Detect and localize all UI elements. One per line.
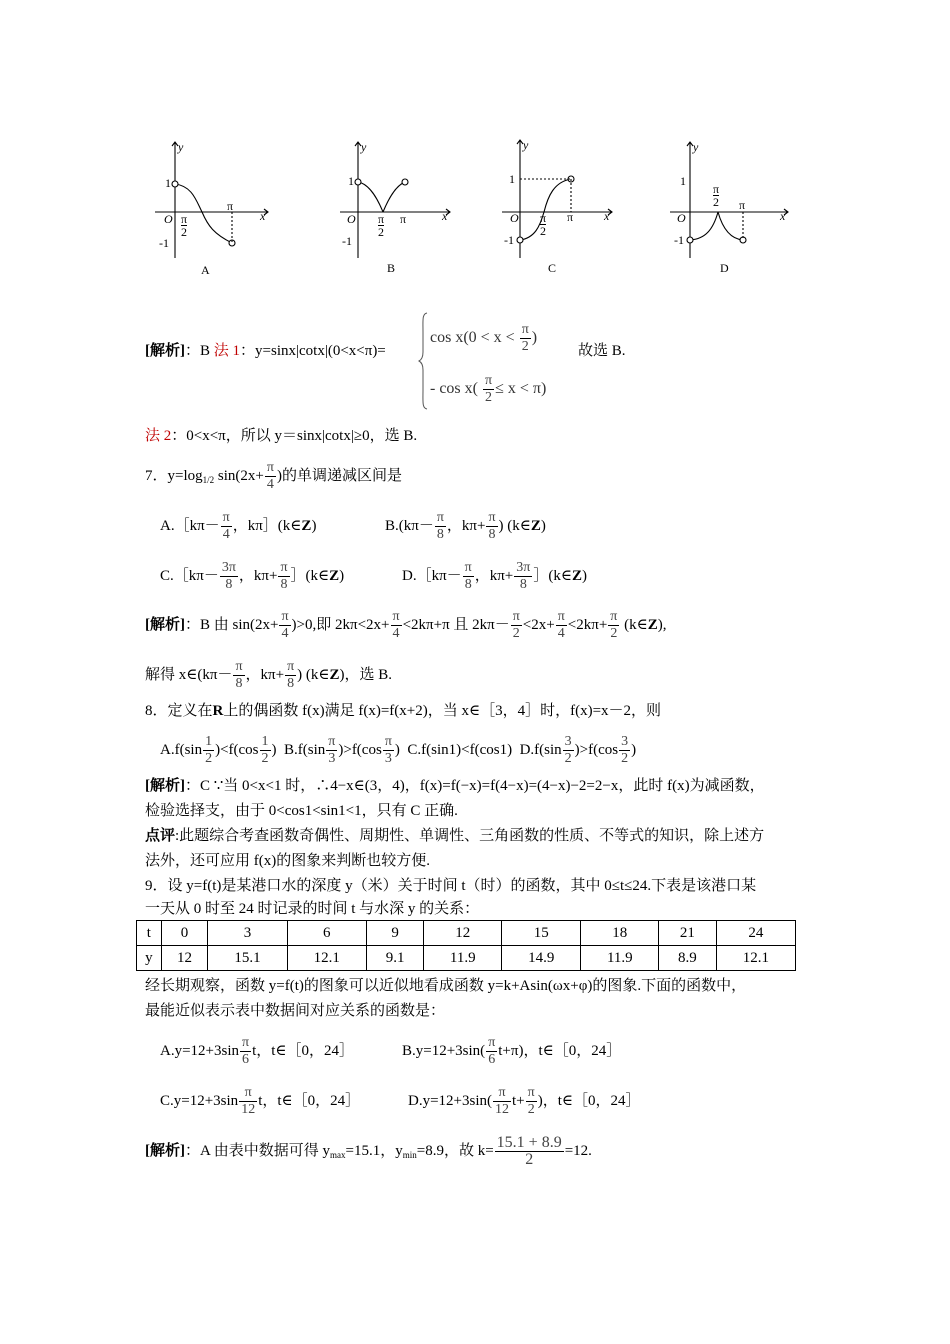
q7-ans-frac5 [608, 609, 619, 642]
q9-d-num1: π [493, 1085, 511, 1102]
q8-b-den1: 3 [328, 751, 336, 766]
q7-ans-den2: 4 [392, 626, 400, 641]
graph-d-negone: -1 [674, 233, 684, 247]
graph-b-y: y [361, 140, 367, 154]
table-cell: 15 [502, 921, 581, 946]
q7-d-3: ］(k∈ [533, 567, 572, 584]
q7-ans-frac2 [391, 609, 402, 642]
q7-option-b [385, 510, 546, 543]
q7-c-4: ) [339, 567, 345, 584]
q6-method2: 法 2 [145, 428, 172, 444]
q7-sol-frac2 [285, 659, 296, 692]
q9-b-1: B.y=12+3sin( [402, 1042, 486, 1059]
q7-ans-frac1 [279, 609, 290, 642]
q7-ans-num3: π [512, 609, 520, 624]
q8-jiexi: [解析] [145, 778, 185, 794]
table-cell: 0 [161, 921, 208, 946]
q8-solution-line2: 检验选择支，由于 0<cos1<sin1<1，只有 C 正确. [145, 803, 458, 819]
table-cell: 12 [161, 946, 208, 971]
table-cell: 8.9 [659, 946, 716, 971]
q7-jiexi: [解析] [145, 616, 185, 633]
q7-ans-7: ), [657, 616, 667, 633]
q7-a-3: ) [311, 517, 317, 534]
q7-ans-4: <2x+ [522, 616, 555, 633]
q7-b-1: B.(kπ－ [385, 517, 434, 534]
q8-a-1: A.f(sin [160, 741, 203, 758]
q7-b-frac2 [486, 510, 497, 543]
q7-ans-den5: 2 [610, 626, 618, 641]
q6-conclude: 故选 B. [578, 343, 626, 359]
q9-ans-min: min [402, 1149, 417, 1160]
q7-a-frac [221, 510, 232, 543]
graph-c-y: y [523, 138, 529, 152]
table-cell: 12.1 [716, 946, 795, 971]
q8-d-1: D.f(sin [519, 741, 562, 758]
graph-c-label: C [548, 261, 557, 275]
graph-b [340, 142, 450, 258]
q8-comment-line2: 法外，还可应用 f(x)的图象来判断也较方便. [145, 853, 430, 869]
q8-b-num2: π [384, 734, 392, 749]
q7-ans-2: )>0,即 2kπ<2x+ [291, 616, 390, 633]
graph-a-label: A [201, 263, 210, 277]
table-cell: 21 [659, 921, 716, 946]
q6-case2-den: 2 [485, 390, 493, 405]
q9-b-frac [486, 1035, 497, 1068]
q9-c-den: 12 [241, 1102, 256, 1117]
q6-case1-end: ) [531, 329, 538, 347]
q7-ans-num5: π [610, 609, 618, 624]
q8-d-2: )>f(cos [574, 741, 619, 758]
q8-b-2: )>f(cos [338, 741, 382, 758]
q6-method2-line [145, 425, 417, 447]
q9-jiexi: [解析] [145, 1142, 185, 1159]
table-cell: 24 [716, 921, 795, 946]
graph-c-x: x [604, 209, 610, 223]
q6-case1 [430, 322, 537, 355]
q7-sol-z: Z [329, 666, 340, 683]
q7-stem [145, 460, 402, 493]
q8-ans-1: ：C ∵当 0<x<1 时，∴4−x∈(3，4)，f(x)=f(−x)=f(4−x)=(4−x)−2=2−x，此时 f(x)为减函数， [185, 778, 765, 794]
graph-a-one: 1 [165, 176, 171, 190]
q6-answer: ：B [185, 343, 211, 359]
q7-d-1: D.［kπ－ [402, 567, 462, 584]
q9-option-a [160, 1035, 354, 1068]
graph-d-one: 1 [680, 174, 686, 188]
q9-after-line2: 最能近似表示表中数据间对应关系的函数是： [145, 1003, 446, 1019]
q8-d-den1: 2 [564, 751, 572, 766]
q8-d-den2: 2 [621, 751, 629, 766]
q7-c-2: ，kπ+ [238, 567, 278, 584]
q6-brace [418, 312, 428, 410]
graph-c-pi: π [567, 210, 574, 224]
q8-c: C.f(sin1)<f(cos1) [407, 741, 513, 758]
graph-a-half-num: π [181, 212, 188, 226]
table-cell: 15.1 [208, 946, 287, 971]
q9-d-frac2 [526, 1085, 537, 1118]
q7-ans-frac3 [511, 609, 522, 642]
graph-b-pi: π [400, 212, 407, 226]
q7-d-frac1 [463, 560, 474, 593]
q7-a-num: π [222, 510, 230, 525]
graph-b-half-den: 2 [378, 225, 385, 239]
q9-solution-line [145, 1135, 592, 1168]
q6-solution-line [145, 340, 386, 362]
q9-d-3: )，t∈［0，24］ [537, 1092, 641, 1109]
q9-ans-2: =15.1，y [345, 1142, 403, 1159]
q8-a-frac2 [260, 734, 271, 767]
q7-a-den: 4 [222, 527, 230, 542]
q9-c-num: π [239, 1085, 257, 1102]
q7-b-den2: 8 [488, 527, 496, 542]
q7-ans-den1: 4 [281, 626, 289, 641]
table-row-y [137, 946, 796, 971]
q7-solution-line1 [145, 609, 667, 642]
q9-ans-4: =12. [564, 1142, 592, 1159]
q8-options [160, 734, 636, 767]
graph-a [155, 142, 268, 258]
q8-solution-line1 [145, 775, 765, 797]
q7-ans-1: ：B 由 sin(2x+ [185, 616, 279, 633]
q7-sol-den2: 8 [287, 676, 295, 691]
q7-c-1: C.［kπ－ [160, 567, 219, 584]
q8-d-num1: 3 [564, 734, 572, 749]
q8-stem-r: R [212, 703, 224, 719]
q8-a-num2: 1 [261, 734, 269, 749]
q7-sol-frac1 [233, 659, 244, 692]
q7-ans-3: <2kπ+π 且 2kπ－ [402, 616, 510, 633]
q9-d-frac1 [493, 1085, 511, 1118]
q8-b-3: ) [394, 741, 400, 758]
q7-option-a [160, 510, 316, 543]
q9-ans-max: max [330, 1149, 346, 1160]
table-cell: 14.9 [502, 946, 581, 971]
q7-c-den1: 8 [225, 577, 233, 592]
q7-d-num2: 3π [516, 560, 531, 575]
q6-method1: 法 1 [213, 343, 241, 359]
q7-d-den2: 8 [519, 577, 527, 592]
table-cell: 9.1 [366, 946, 423, 971]
graph-d-pi: π [739, 198, 746, 212]
q6-case2-num: π [484, 373, 493, 388]
q8-d-frac1 [563, 734, 574, 767]
q9-ans-num: 15.1 + 8.9 [496, 1134, 562, 1151]
table-cell: 11.9 [424, 946, 502, 971]
q8-a-den2: 2 [261, 751, 269, 766]
q8-stem-1: 8．定义在 [145, 703, 213, 719]
q7-stem-frac [265, 460, 276, 493]
q6-m2-text: ：0<x<π，所以 y＝sinx|cotx|≥0，选 B. [171, 428, 418, 444]
graph-b-half [378, 213, 384, 238]
graph-b-label: B [387, 261, 396, 275]
table-cell: 11.9 [581, 946, 659, 971]
q6-case1-den: 2 [521, 339, 529, 354]
q7-c-num2: π [280, 560, 288, 575]
q7-d-2: ，kπ+ [474, 567, 514, 584]
q8-b-num1: π [328, 734, 336, 749]
q7-ans-den3: 2 [512, 626, 520, 641]
q7-d-frac2 [514, 560, 532, 593]
q9-a-num: π [242, 1035, 250, 1050]
q7-a-z: Z [301, 517, 312, 534]
q7-stem-1: 7．y=log [145, 467, 203, 484]
graph-c-half-num: π [540, 211, 547, 225]
table-cell: t [137, 921, 162, 946]
q6-case1-num: π [521, 322, 529, 337]
graph-b-x: x [442, 209, 448, 223]
q7-b-2: ，kπ+ [446, 517, 486, 534]
q7-stem-3: )的单调递减区间是 [276, 467, 402, 484]
q7-solution-line2 [145, 659, 392, 692]
q7-option-d [402, 560, 587, 593]
graph-d-x: x [780, 209, 786, 223]
graph-b-one: 1 [348, 174, 354, 188]
q7-ans-5: <2kπ+ [567, 616, 608, 633]
graph-a-y: y [178, 140, 184, 154]
q9-ans-den: 2 [525, 1151, 534, 1168]
q7-b-num1: π [436, 510, 444, 525]
depth-table [136, 920, 796, 971]
q7-b-4: ) [540, 517, 546, 534]
q7-sol-1: 解得 x∈(kπ－ [145, 666, 233, 683]
q9-ans-3: =8.9，故 k= [416, 1142, 494, 1159]
table-cell: 3 [208, 921, 287, 946]
q9-stem-line2: 一天从 0 时至 24 时记录的时间 t 与水深 y 的关系： [145, 901, 480, 917]
q7-ans-6: (k∈ [624, 616, 648, 633]
q7-b-den1: 8 [436, 527, 444, 542]
q8-comment-line1 [145, 825, 764, 847]
q6-case2 [430, 373, 546, 406]
q7-ans-frac4 [556, 609, 567, 642]
q7-ans-z: Z [647, 616, 658, 633]
q7-d-4: ) [581, 567, 587, 584]
q7-a-1: A.［kπ－ [160, 517, 220, 534]
table-cell: y [137, 946, 162, 971]
q8-d-num2: 3 [621, 734, 629, 749]
q8-d-frac2 [619, 734, 630, 767]
graph-a-x: x [260, 209, 266, 223]
q9-option-c [160, 1085, 360, 1118]
q8-dianping: 点评 [145, 828, 176, 844]
q8-b-1: B.f(sin [284, 741, 326, 758]
q8-a-2: )<f(cos [215, 741, 259, 758]
table-cell: 9 [366, 921, 423, 946]
table-cell: 12 [424, 921, 502, 946]
q7-sol-2: ，kπ+ [245, 666, 285, 683]
graph-d-origin: O [677, 211, 686, 225]
q7-c-frac2 [278, 560, 289, 593]
q7-ans-den4: 4 [557, 626, 565, 641]
q8-a-den1: 2 [205, 751, 213, 766]
q8-b-den2: 3 [384, 751, 392, 766]
q6-jiexi: [解析] [145, 343, 185, 359]
q8-b-frac1 [326, 734, 337, 767]
table-cell: 18 [581, 921, 659, 946]
q7-sol-num1: π [235, 659, 243, 674]
q6-case2-frac [483, 373, 494, 406]
q7-sol-4: )，选 B. [339, 666, 393, 683]
q9-a-2: t，t∈［0，24］ [252, 1042, 355, 1059]
q7-log-base: 1/2 [202, 474, 215, 485]
graph-d-y: y [693, 140, 699, 154]
q6-case2-text: - cos x( [430, 380, 478, 398]
q8-stem-2: 上的偶函数 f(x)满足 f(x)=f(x+2)，当 x∈［3，4］时，f(x)=x－2，则 [223, 703, 662, 719]
q8-a-frac1 [203, 734, 214, 767]
q7-b-num2: π [488, 510, 496, 525]
q9-a-1: A.y=12+3sin [160, 1042, 240, 1059]
graph-a-pi: π [227, 199, 234, 213]
q7-c-z: Z [329, 567, 340, 584]
q7-ans-num1: π [281, 609, 289, 624]
q8-a-num1: 1 [205, 734, 213, 749]
q7-stem-2: sin(2x+ [217, 467, 264, 484]
graph-b-negone: -1 [342, 234, 352, 248]
q7-c-frac1 [220, 560, 238, 593]
q9-c-1: C.y=12+3sin [160, 1092, 239, 1109]
graph-a-half-den: 2 [181, 225, 188, 239]
graph-a-half [181, 213, 187, 238]
graph-a-origin: O [164, 212, 173, 226]
q8-stem [145, 700, 661, 722]
q7-ans-num2: π [392, 609, 400, 624]
q7-a-2: ，kπ］(k∈ [232, 517, 302, 534]
q7-b-z: Z [530, 517, 541, 534]
graph-c-half-den: 2 [540, 224, 547, 238]
q9-option-d [408, 1085, 641, 1118]
graph-c-origin: O [510, 211, 519, 225]
graph-c [502, 140, 612, 258]
q7-stem-den: 4 [266, 477, 274, 492]
q7-d-den1: 8 [464, 577, 472, 592]
q7-sol-3: ) (k∈ [297, 666, 330, 683]
graph-d-half-den: 2 [713, 195, 720, 209]
q7-b-3: ) (k∈ [498, 517, 531, 534]
graph-d [670, 142, 788, 258]
table-row-t [137, 921, 796, 946]
q8-d-3: ) [631, 741, 637, 758]
q7-c-num1: 3π [221, 560, 236, 575]
q9-option-b [402, 1035, 621, 1068]
q7-c-3: ］(k∈ [290, 567, 330, 584]
q6-case1-frac [520, 322, 531, 355]
q8-a-3: ) [271, 741, 277, 758]
q9-c-2: t，t∈［0，24］ [258, 1092, 361, 1109]
q9-d-2: t+ [512, 1092, 525, 1109]
q7-d-z: Z [571, 567, 582, 584]
graph-d-half [713, 183, 719, 208]
graph-d-label: D [720, 261, 729, 275]
table-cell: 12.1 [287, 946, 366, 971]
graphs-figure [140, 130, 820, 290]
q6-case2-end: ≤ x < π) [495, 380, 547, 398]
graph-b-origin: O [347, 212, 356, 226]
q7-sol-num2: π [287, 659, 295, 674]
q7-stem-num: π [266, 460, 274, 475]
q7-b-frac1 [435, 510, 446, 543]
q9-c-frac [239, 1085, 257, 1118]
q6-m1-text: ：y=sinx|cotx|(0<x<π)= [240, 343, 386, 359]
q9-ans-frac [495, 1135, 564, 1168]
q9-b-2: t+π)，t∈［0，24］ [498, 1042, 622, 1059]
graph-a-negone: -1 [159, 236, 169, 250]
q7-ans-num4: π [557, 609, 565, 624]
q9-d-1: D.y=12+3sin( [408, 1092, 493, 1109]
q9-d-den1: 12 [495, 1102, 510, 1117]
q7-c-den2: 8 [280, 577, 288, 592]
q8-dp-1: :此题综合考查函数奇偶性、周期性、单调性、三角函数的性质、不等式的知识，除上述方 [175, 828, 765, 844]
q9-d-den2: 2 [527, 1102, 535, 1117]
graph-c-half [540, 212, 546, 237]
graph-c-negone: -1 [504, 233, 514, 247]
q7-sol-den1: 8 [235, 676, 243, 691]
q6-case1-text: cos x(0 < x < [430, 329, 515, 347]
graph-d-half-num: π [713, 182, 720, 196]
q9-a-frac [240, 1035, 251, 1068]
q7-option-c [160, 560, 344, 593]
q8-b-frac2 [383, 734, 394, 767]
q9-after-line1: 经长期观察，函数 y=f(t)的图象可以近似地看成函数 y=k+Asin(ωx+φ)的图象.下面的函数中， [145, 978, 747, 994]
q9-ans-1: ：A 由表中数据可得 y [185, 1142, 331, 1159]
q9-d-num2: π [527, 1085, 535, 1100]
q7-d-num1: π [464, 560, 472, 575]
graph-b-half-num: π [378, 212, 385, 226]
q9-stem-line1: 9．设 y=f(t)是某港口水的深度 y（米）关于时间 t（时）的函数，其中 0≤t≤24.下表是该港口某 [145, 878, 757, 894]
q9-b-num: π [488, 1035, 496, 1050]
q9-a-den: 6 [242, 1052, 250, 1067]
table-cell: 6 [287, 921, 366, 946]
q9-b-den: 6 [488, 1052, 496, 1067]
graph-c-one: 1 [509, 172, 515, 186]
